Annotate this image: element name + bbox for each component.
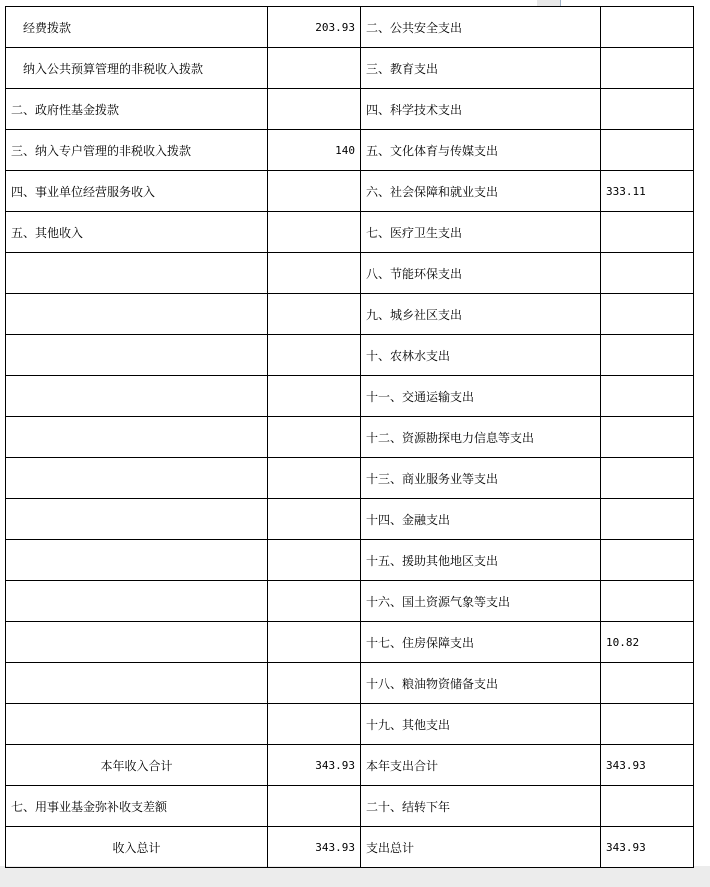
expense-amount-cell[interactable] — [601, 89, 694, 130]
expense-amount-cell[interactable] — [601, 253, 694, 294]
income-item-cell[interactable]: 三、纳入专户管理的非税收入拨款 — [6, 130, 268, 171]
income-item-cell[interactable]: 四、事业单位经营服务收入 — [6, 171, 268, 212]
income-amount-cell[interactable]: 343.93 — [268, 745, 361, 786]
income-item-cell[interactable] — [6, 294, 268, 335]
budget-table — [5, 6, 694, 868]
income-amount-cell[interactable] — [268, 499, 361, 540]
expense-item-cell[interactable]: 六、社会保障和就业支出 — [361, 171, 601, 212]
income-item-cell[interactable] — [6, 335, 268, 376]
income-item-cell[interactable] — [6, 253, 268, 294]
expense-amount-cell[interactable] — [601, 458, 694, 499]
expense-amount-cell[interactable] — [601, 294, 694, 335]
table-row — [6, 417, 694, 458]
table-row — [6, 171, 694, 212]
expense-item-cell[interactable]: 十一、交通运输支出 — [361, 376, 601, 417]
income-item-cell[interactable] — [6, 376, 268, 417]
expense-item-cell[interactable]: 十七、住房保障支出 — [361, 622, 601, 663]
expense-item-cell[interactable]: 四、科学技术支出 — [361, 89, 601, 130]
expense-amount-cell[interactable] — [601, 540, 694, 581]
expense-amount-cell[interactable]: 10.82 — [601, 622, 694, 663]
table-row — [6, 130, 694, 171]
table-row — [6, 335, 694, 376]
expense-amount-cell[interactable] — [601, 499, 694, 540]
expense-amount-cell[interactable] — [601, 335, 694, 376]
income-item-cell[interactable]: 二、政府性基金拨款 — [6, 89, 268, 130]
table-row — [6, 89, 694, 130]
income-amount-cell[interactable] — [268, 335, 361, 376]
income-item-cell[interactable] — [6, 458, 268, 499]
expense-item-cell[interactable]: 九、城乡社区支出 — [361, 294, 601, 335]
income-item-cell[interactable] — [6, 417, 268, 458]
expense-amount-cell[interactable] — [601, 417, 694, 458]
income-amount-cell[interactable] — [268, 253, 361, 294]
expense-item-cell[interactable]: 十四、金融支出 — [361, 499, 601, 540]
income-item-cell[interactable]: 收入总计 — [6, 827, 268, 868]
income-item-cell[interactable] — [6, 499, 268, 540]
expense-amount-cell[interactable] — [601, 376, 694, 417]
income-amount-cell[interactable] — [268, 48, 361, 89]
expense-item-cell[interactable]: 本年支出合计 — [361, 745, 601, 786]
table-row — [6, 704, 694, 745]
expense-amount-cell[interactable] — [601, 212, 694, 253]
expense-amount-cell[interactable] — [601, 663, 694, 704]
table-row — [6, 376, 694, 417]
expense-amount-cell[interactable] — [601, 581, 694, 622]
expense-item-cell[interactable]: 十、农林水支出 — [361, 335, 601, 376]
income-amount-cell[interactable] — [268, 540, 361, 581]
income-item-cell[interactable]: 七、用事业基金弥补收支差额 — [6, 786, 268, 827]
income-amount-cell[interactable]: 203.93 — [268, 7, 361, 48]
expense-amount-cell[interactable]: 333.11 — [601, 171, 694, 212]
income-item-cell[interactable]: 本年收入合计 — [6, 745, 268, 786]
expense-item-cell[interactable]: 十八、粮油物资储备支出 — [361, 663, 601, 704]
table-row — [6, 827, 694, 868]
income-item-cell[interactable] — [6, 663, 268, 704]
expense-amount-cell[interactable] — [601, 704, 694, 745]
income-item-cell[interactable] — [6, 704, 268, 745]
income-amount-cell[interactable] — [268, 417, 361, 458]
table-row — [6, 7, 694, 48]
income-item-cell[interactable]: 纳入公共预算管理的非税收入拨款 — [6, 48, 268, 89]
income-item-cell[interactable] — [6, 622, 268, 663]
expense-amount-cell[interactable] — [601, 48, 694, 89]
table-row — [6, 622, 694, 663]
table-row — [6, 663, 694, 704]
table-row — [6, 212, 694, 253]
income-amount-cell[interactable] — [268, 212, 361, 253]
income-amount-cell[interactable] — [268, 663, 361, 704]
income-amount-cell[interactable] — [268, 458, 361, 499]
table-row — [6, 786, 694, 827]
budget-table-body — [6, 7, 694, 868]
expense-item-cell[interactable]: 三、教育支出 — [361, 48, 601, 89]
expense-item-cell[interactable]: 十六、国土资源气象等支出 — [361, 581, 601, 622]
income-amount-cell[interactable] — [268, 622, 361, 663]
income-amount-cell[interactable] — [268, 89, 361, 130]
expense-item-cell[interactable]: 八、节能环保支出 — [361, 253, 601, 294]
expense-amount-cell[interactable] — [601, 786, 694, 827]
sheet-bottom-area — [0, 866, 710, 887]
income-amount-cell[interactable]: 343.93 — [268, 827, 361, 868]
income-amount-cell[interactable] — [268, 376, 361, 417]
income-amount-cell[interactable]: 140 — [268, 130, 361, 171]
expense-amount-cell[interactable]: 343.93 — [601, 745, 694, 786]
expense-item-cell[interactable]: 二、公共安全支出 — [361, 7, 601, 48]
table-row — [6, 294, 694, 335]
income-item-cell[interactable]: 经费拨款 — [6, 7, 268, 48]
table-row — [6, 745, 694, 786]
income-amount-cell[interactable] — [268, 581, 361, 622]
expense-item-cell[interactable]: 十三、商业服务业等支出 — [361, 458, 601, 499]
expense-item-cell[interactable]: 二十、结转下年 — [361, 786, 601, 827]
table-row — [6, 48, 694, 89]
expense-amount-cell[interactable] — [601, 130, 694, 171]
income-item-cell[interactable] — [6, 581, 268, 622]
table-row — [6, 581, 694, 622]
income-amount-cell[interactable] — [268, 294, 361, 335]
income-item-cell[interactable]: 五、其他收入 — [6, 212, 268, 253]
expense-item-cell[interactable]: 十二、资源勘探电力信息等支出 — [361, 417, 601, 458]
expense-item-cell[interactable]: 十五、援助其他地区支出 — [361, 540, 601, 581]
expense-item-cell[interactable]: 十九、其他支出 — [361, 704, 601, 745]
table-row — [6, 499, 694, 540]
expense-item-cell[interactable]: 支出总计 — [361, 827, 601, 868]
income-amount-cell[interactable] — [268, 704, 361, 745]
expense-item-cell[interactable]: 七、医疗卫生支出 — [361, 212, 601, 253]
income-amount-cell[interactable] — [268, 786, 361, 827]
table-row — [6, 253, 694, 294]
expense-amount-cell[interactable] — [601, 7, 694, 48]
income-item-cell[interactable] — [6, 540, 268, 581]
income-amount-cell[interactable] — [268, 171, 361, 212]
expense-item-cell[interactable]: 五、文化体育与传媒支出 — [361, 130, 601, 171]
table-row — [6, 540, 694, 581]
table-row — [6, 458, 694, 499]
expense-amount-cell[interactable]: 343.93 — [601, 827, 694, 868]
